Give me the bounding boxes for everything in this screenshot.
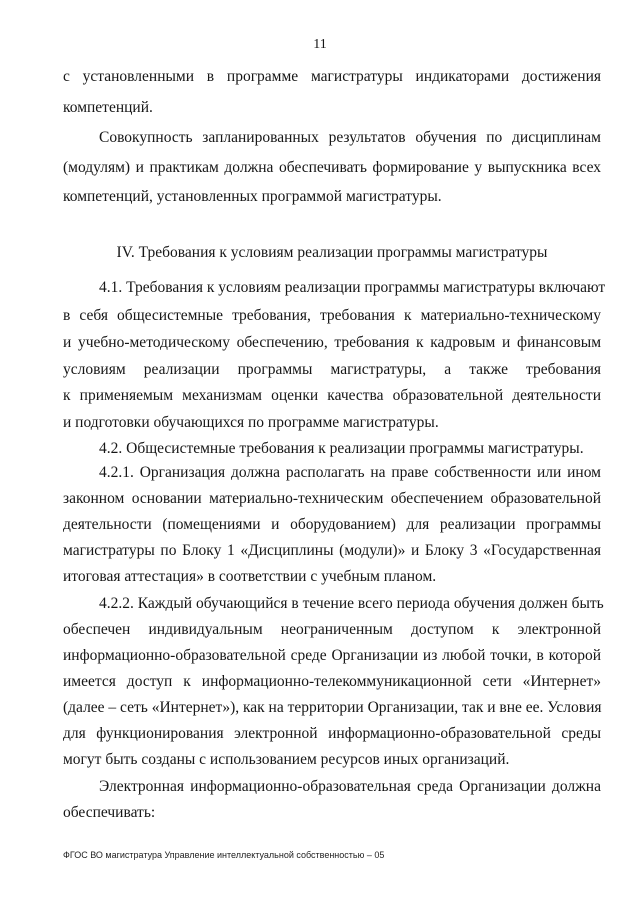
text-line: для функционирования электронной информационно-образовательной среды bbox=[63, 725, 601, 742]
text-line: компетенций. bbox=[63, 99, 153, 116]
text-line: итоговая аттестация» в соответствии с учебным планом. bbox=[63, 568, 437, 585]
text-line: и подготовки обучающихся по программе магистратуры. bbox=[63, 414, 439, 431]
text-line: с установленными в программе магистратуры индикаторами достижения bbox=[63, 68, 601, 85]
text-line: к применяемым механизмам оценки качества образовательной деятельности bbox=[63, 387, 601, 404]
page-footer: ФГОС ВО магистратура Управление интеллектуальной собственностью – 05 bbox=[63, 850, 385, 860]
text-line: и учебно-методическому обеспечению, требования к кадровым и финансовым bbox=[63, 334, 601, 351]
text-line: имеется доступ к информационно-телекоммуникационной сети «Интернет» bbox=[63, 673, 601, 690]
text-line: деятельности (помещениями и оборудованием) для реализации программы bbox=[63, 516, 601, 533]
text-line: условиям реализации программы магистратуры, а также требования bbox=[63, 361, 601, 378]
text-line: 4.2. Общесистемные требования к реализации программы магистратуры. bbox=[99, 440, 584, 457]
text-line: 4.1. Требования к условиям реализации программы магистратуры включают bbox=[99, 279, 606, 296]
text-line: обеспечен индивидуальным неограниченным доступом к электронной bbox=[63, 621, 601, 638]
text-line: Электронная информационно-образовательная среда Организации должна bbox=[99, 778, 601, 795]
text-line: (модулям) и практикам должна обеспечивать формирование у выпускника всех bbox=[63, 159, 601, 176]
text-line: 4.2.2. Каждый обучающийся в течение всего периода обучения должен быть bbox=[99, 595, 604, 612]
text-line: законном основании материально-техническим обеспечением образовательной bbox=[63, 490, 601, 507]
text-line: 4.2.1. Организация должна располагать на праве собственности или ином bbox=[99, 464, 601, 481]
text-line: компетенций, установленных программой магистратуры. bbox=[63, 188, 442, 205]
text-line: в себя общесистемные требования, требования к материально-техническому bbox=[63, 307, 601, 324]
text-line: могут быть созданы с использованием ресурсов иных организаций. bbox=[63, 751, 510, 768]
text-line: Совокупность запланированных результатов обучения по дисциплинам bbox=[99, 129, 601, 146]
page-number: 11 bbox=[313, 37, 327, 52]
text-line: магистратуры по Блоку 1 «Дисциплины (модули)» и Блоку 3 «Государственная bbox=[63, 542, 601, 559]
section-heading: IV. Требования к условиям реализации программы магистратуры bbox=[116, 244, 548, 261]
text-line: информационно-образовательной среде Организации из любой точки, в которой bbox=[63, 647, 601, 664]
text-line: (далее – сеть «Интернет»), как на территории Организации, так и вне ее. Условия bbox=[63, 699, 602, 716]
text-line: обеспечивать: bbox=[63, 804, 156, 821]
